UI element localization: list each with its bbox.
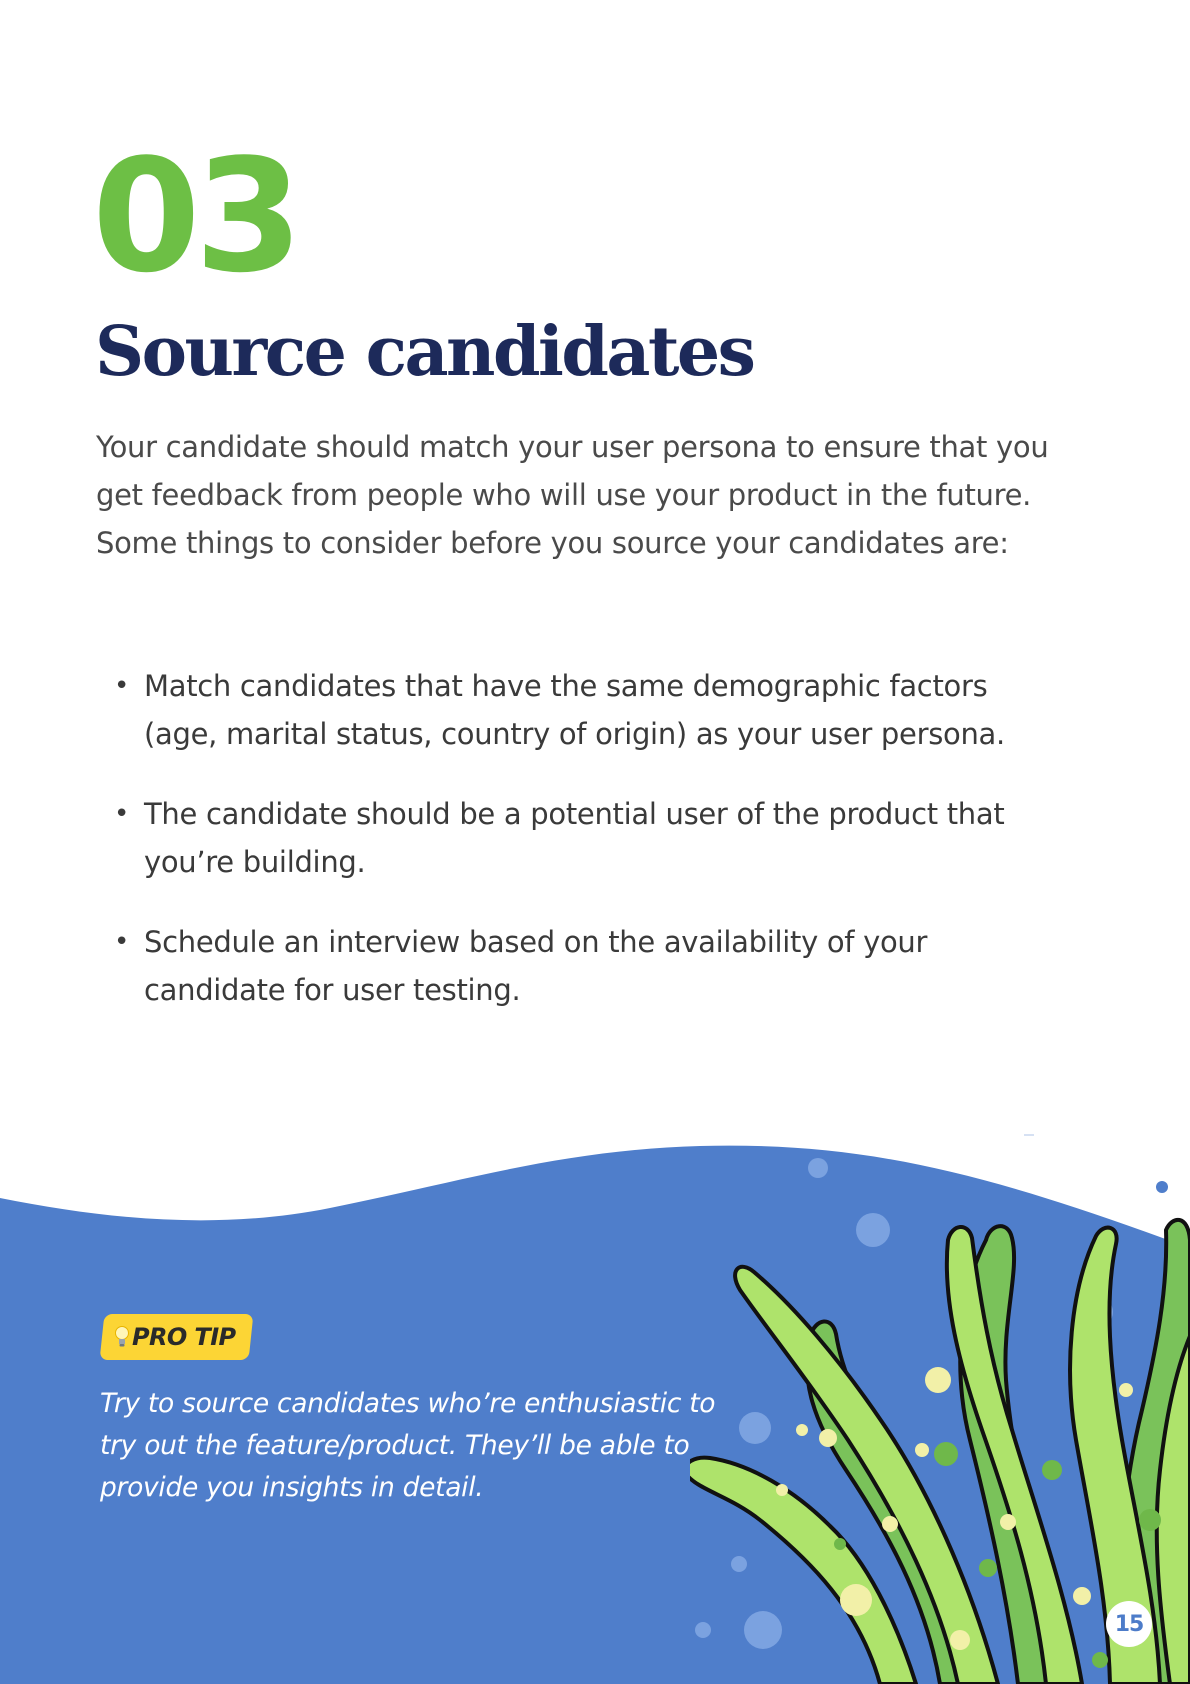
list-item-text: Match candidates that have the same demographic factors (age, marital status, country of origin) as your user persona. bbox=[144, 669, 1005, 751]
bubble-icon bbox=[739, 1412, 771, 1444]
seaweed-spot bbox=[979, 1559, 997, 1577]
seaweed-spot bbox=[1073, 1587, 1091, 1605]
bubble-icon bbox=[731, 1556, 747, 1572]
list-item-text: Schedule an interview based on the availability of your candidate for user testing. bbox=[144, 925, 928, 1007]
list-item bbox=[96, 662, 1056, 758]
intro-paragraph: Your candidate should match your user persona to ensure that you get feedback from people who will use your product in the future. Some things to consider before you source your candidates are: bbox=[96, 430, 1049, 560]
bullet-icon: • bbox=[114, 927, 130, 957]
seaweed-spot bbox=[1000, 1514, 1016, 1530]
seaweed-spot bbox=[1139, 1509, 1161, 1531]
seaweed-spot bbox=[1042, 1460, 1062, 1480]
pro-tip-label: PRO TIP bbox=[132, 1323, 236, 1351]
pro-tip-text: Try to source candidates who’re enthusiastic to try out the feature/product. They’ll be able to provide you insights in detail. bbox=[100, 1388, 716, 1503]
section-number: 03 bbox=[92, 125, 298, 307]
seaweed-spot bbox=[840, 1584, 872, 1616]
pro-tip-badge bbox=[100, 1314, 253, 1360]
seaweed-spot bbox=[915, 1443, 929, 1457]
bubble-icon bbox=[695, 1622, 711, 1638]
bullet-icon: • bbox=[114, 671, 130, 701]
seaweed-spot bbox=[882, 1516, 898, 1532]
seaweed-spot bbox=[819, 1429, 837, 1447]
list-item bbox=[96, 790, 1056, 886]
seaweed-spot bbox=[950, 1630, 970, 1650]
seaweed-spot bbox=[1092, 1652, 1108, 1668]
lightbulb-icon bbox=[114, 1324, 130, 1350]
seaweed-spot bbox=[796, 1424, 808, 1436]
seaweed-spot bbox=[1119, 1383, 1133, 1397]
seaweed-spot bbox=[834, 1538, 846, 1550]
seaweed-spot bbox=[776, 1484, 788, 1496]
list-item bbox=[96, 918, 1056, 1014]
page-number: 15 bbox=[1106, 1601, 1152, 1647]
seaweed-spot bbox=[925, 1367, 951, 1393]
bubble-icon bbox=[808, 1158, 828, 1178]
bullet-icon: • bbox=[114, 799, 130, 829]
list-item-text: The candidate should be a potential user of the product that you’re building. bbox=[144, 797, 1005, 879]
seaweed-spot bbox=[934, 1442, 958, 1466]
seaweed-illustration bbox=[690, 1140, 1190, 1684]
section-title: Source candidates bbox=[95, 312, 754, 392]
bubble-icon bbox=[856, 1213, 890, 1247]
bubble-icon bbox=[744, 1611, 782, 1649]
bullet-list bbox=[96, 662, 1056, 1046]
